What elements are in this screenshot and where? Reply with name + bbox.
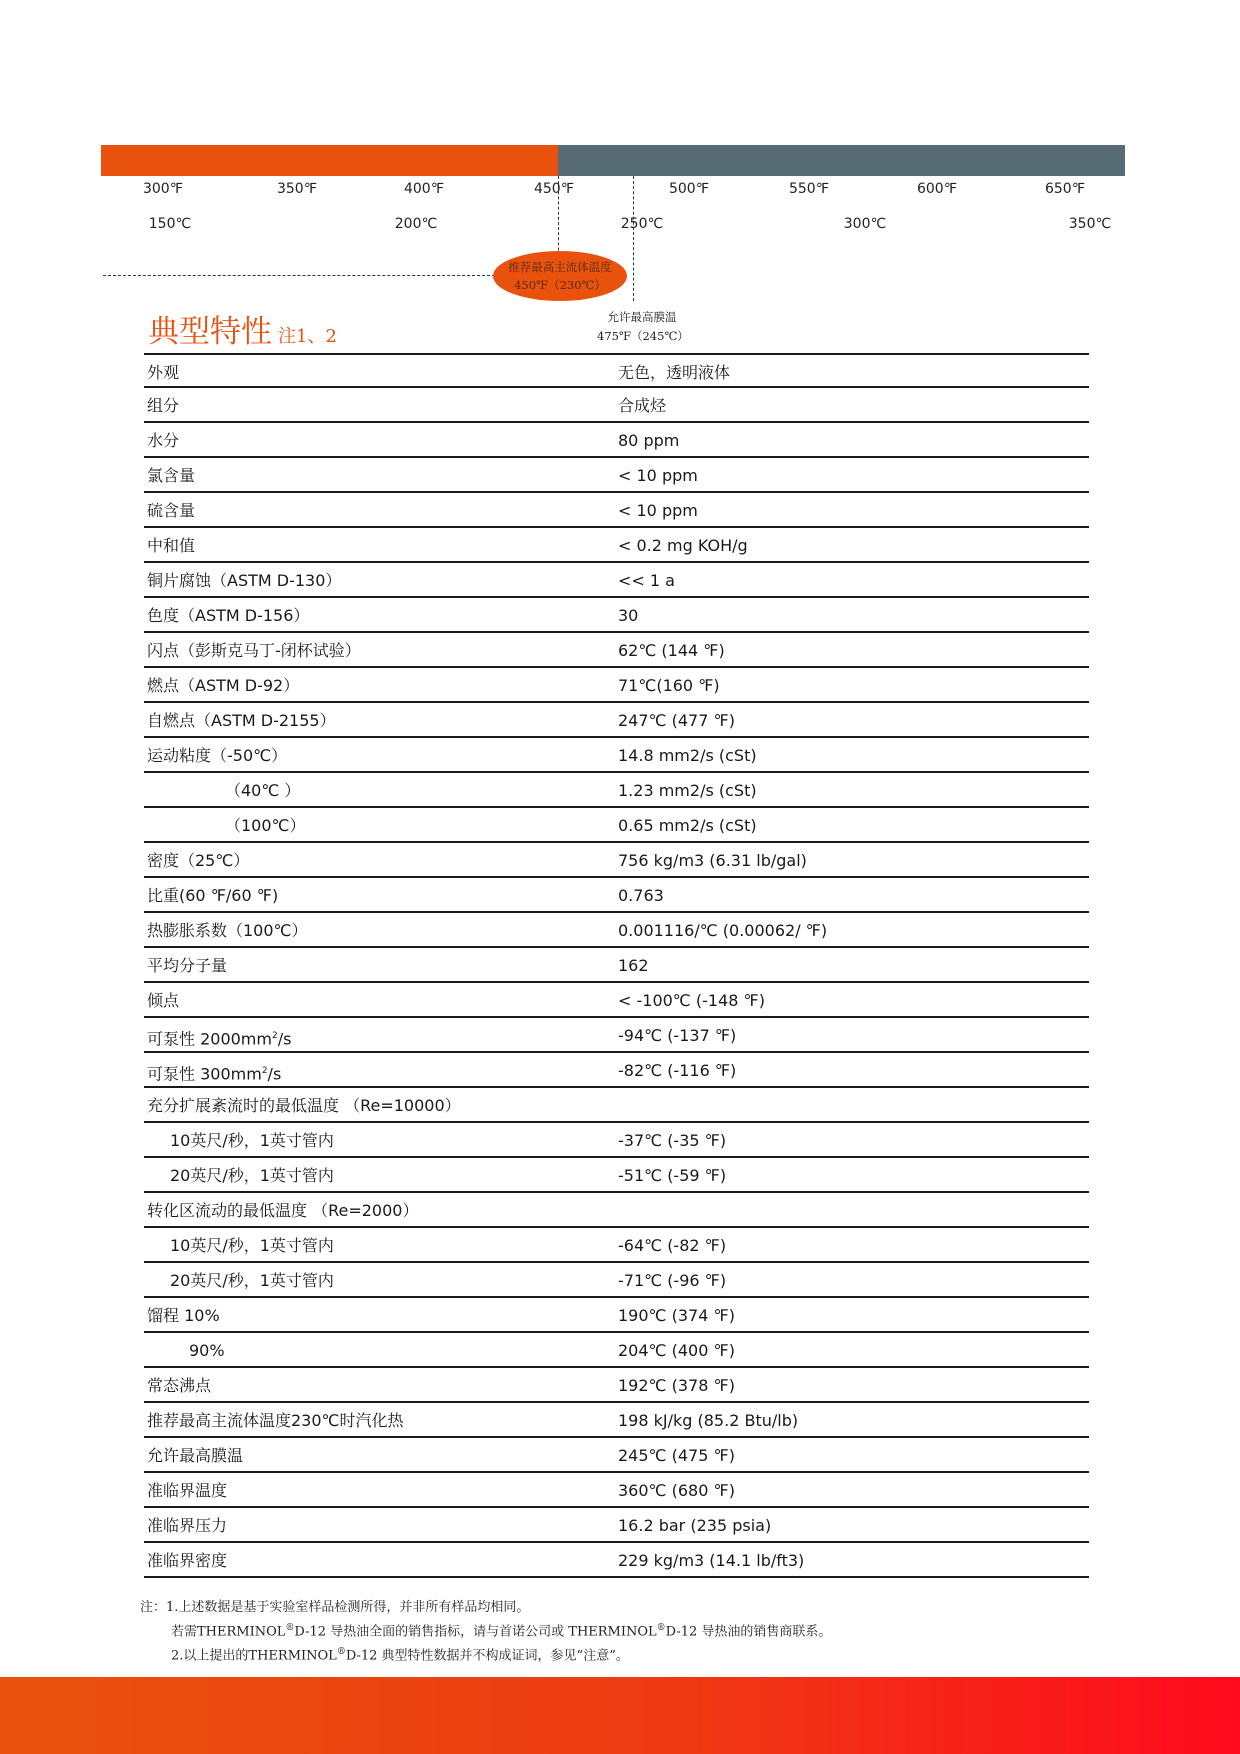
property-value: -82℃ (-116 ℉): [618, 1061, 737, 1080]
above-range-bar: [558, 145, 1125, 176]
table-row: [144, 598, 1089, 633]
property-value: 245℃ (475 ℉): [618, 1446, 735, 1465]
table-row: [144, 668, 1089, 703]
property-value: 247℃ (477 ℉): [618, 711, 735, 730]
table-row: [144, 878, 1089, 913]
property-value: 无色，透明液体: [618, 363, 731, 382]
celsius-tick: 200℃: [394, 216, 438, 232]
recommended-max-label: 推荐最高主流体温度: [508, 260, 612, 274]
property-label: 允许最高膜温: [147, 1446, 244, 1465]
table-row: [144, 388, 1089, 423]
property-label: 色度（ASTM D-156）: [147, 606, 310, 625]
recommended-max-badge: [493, 251, 627, 301]
section-title: [148, 306, 337, 351]
table-row: [144, 773, 1089, 808]
property-label: 硫含量: [147, 501, 196, 520]
property-label: 馏程 10%: [147, 1306, 220, 1325]
recommended-range-bar: [101, 145, 558, 176]
table-row: [144, 1158, 1089, 1193]
property-label: 运动粘度（-50℃）: [147, 746, 288, 765]
table-row: [144, 808, 1089, 843]
recommended-max-value: 450℉（230℃）: [514, 278, 606, 292]
property-value: 0.763: [618, 886, 664, 905]
table-row: [144, 1543, 1089, 1578]
table-row: [144, 1263, 1089, 1298]
table-row: [144, 843, 1089, 878]
property-label: 组分: [147, 396, 180, 415]
fahrenheit-tick: 600℉: [916, 181, 958, 197]
property-value: 1.23 mm2/s (cSt): [618, 781, 757, 800]
property-value: 162: [618, 956, 649, 975]
property-label: 铜片腐蚀（ASTM D-130）: [147, 571, 342, 590]
fahrenheit-tick: 450℉: [533, 181, 575, 197]
table-row: [144, 1018, 1089, 1053]
property-label: 氯含量: [147, 466, 196, 485]
property-value: 756 kg/m3 (6.31 lb/gal): [618, 851, 807, 870]
property-value: 14.8 mm2/s (cSt): [618, 746, 757, 765]
property-label: 水分: [147, 431, 180, 450]
fahrenheit-tick: 650℉: [1044, 181, 1086, 197]
film-temp-guide: [633, 176, 634, 301]
table-row: [144, 1403, 1089, 1438]
property-value: 0.65 mm2/s (cSt): [618, 816, 757, 835]
property-label: 充分扩展紊流时的最低温度 （Re=10000）: [147, 1096, 461, 1115]
property-value: 198 kJ/kg (85.2 Btu/lb): [618, 1411, 799, 1430]
celsius-tick: 350℃: [1068, 216, 1112, 232]
property-label: 外观: [147, 363, 180, 382]
footnote-2: 2.以上提出的THERMINOL®D-12 典型特性数据并不构成证词，参见“注意”。: [171, 1647, 629, 1664]
table-row: [144, 423, 1089, 458]
footnotes: [140, 1597, 831, 1667]
horizontal-guide: [103, 275, 495, 276]
table-row: [144, 1053, 1089, 1088]
property-label: 准临界压力: [147, 1516, 228, 1535]
property-value: << 1 a: [618, 571, 675, 590]
table-row: [144, 1123, 1089, 1158]
property-label: 燃点（ASTM D-92）: [147, 676, 300, 695]
table-row: [144, 1508, 1089, 1543]
table-row: [144, 983, 1089, 1018]
property-label: 比重(60 ℉/60 ℉): [147, 886, 279, 905]
property-label: 闪点（彭斯克马丁-闭杯试验）: [147, 641, 361, 660]
footnote-1-continued: 若需THERMINOL®D-12 导热油全面的销售指标，请与首诺公司或 THERMINOL®D-12 导热油的销售商联系。: [171, 1623, 832, 1640]
property-label: （40℃ ）: [225, 781, 301, 800]
celsius-tick: 300℃: [843, 216, 887, 232]
table-row: [144, 1368, 1089, 1403]
film-temp-annotation: [597, 308, 687, 346]
property-label: 10英尺/秒，1英寸管内: [170, 1236, 334, 1255]
property-value: -51℃ (-59 ℉): [618, 1166, 727, 1185]
footnote-1: 注：1.上述数据是基于实验室样品检测所得，并非所有样品均相同。: [140, 1600, 530, 1615]
property-label: 可泵性 $2000mm^2/s$: [147, 1029, 292, 1049]
table-row: [144, 528, 1089, 563]
property-value: 229 kg/m3 (14.1 lb/ft3): [618, 1551, 805, 1570]
property-label: 常态沸点: [147, 1376, 212, 1395]
property-label: 密度（25℃）: [147, 851, 250, 870]
table-row: [144, 1193, 1089, 1228]
property-label: 准临界密度: [147, 1551, 228, 1570]
property-value: < 10 ppm: [618, 466, 698, 485]
property-label: 推荐最高主流体温度230℃时汽化热: [147, 1411, 404, 1430]
property-value: < 0.2 mg KOH/g: [618, 536, 748, 555]
table-row: [144, 1473, 1089, 1508]
property-value: 204℃ (400 ℉): [618, 1341, 735, 1360]
table-row: [144, 703, 1089, 738]
property-value: 62℃ (144 ℉): [618, 641, 725, 660]
footer-band: [0, 1677, 1240, 1754]
celsius-tick: 250℃: [620, 216, 664, 232]
property-label: 20英尺/秒，1英寸管内: [170, 1271, 334, 1290]
property-value: -64℃ (-82 ℉): [618, 1236, 727, 1255]
section-note-ref: 注1、2: [278, 326, 337, 347]
table-row: [144, 948, 1089, 983]
property-label: （100℃）: [225, 816, 306, 835]
table-row: [144, 633, 1089, 668]
table-row: [144, 1088, 1089, 1123]
table-row: [144, 563, 1089, 598]
table-row: [144, 458, 1089, 493]
property-label: 20英尺/秒，1英寸管内: [170, 1166, 334, 1185]
property-label: 中和值: [147, 536, 196, 555]
property-value: -37℃ (-35 ℉): [618, 1131, 727, 1150]
property-value: 190℃ (374 ℉): [618, 1306, 735, 1325]
property-value: 30: [618, 606, 639, 625]
fahrenheit-tick: 500℉: [668, 181, 710, 197]
property-value: 192℃ (378 ℉): [618, 1376, 735, 1395]
table-row: [144, 1298, 1089, 1333]
table-row: [144, 493, 1089, 528]
table-row: [144, 738, 1089, 773]
table-row: [144, 1438, 1089, 1473]
property-value: < 10 ppm: [618, 501, 698, 520]
property-label: 倾点: [147, 991, 180, 1010]
property-label: 可泵性 $300mm^2/s$: [147, 1064, 282, 1084]
property-label: 10英尺/秒，1英寸管内: [170, 1131, 334, 1150]
property-value: 0.001116/℃ (0.00062/ ℉): [618, 921, 828, 940]
property-value: -71℃ (-96 ℉): [618, 1271, 727, 1290]
property-value: 71℃(160 ℉): [618, 676, 720, 695]
property-label: 自燃点（ASTM D-2155）: [147, 711, 336, 730]
property-value: -94℃ (-137 ℉): [618, 1026, 737, 1045]
property-value: < -100℃ (-148 ℉): [618, 991, 765, 1010]
property-label: 热膨胀系数（100℃）: [147, 921, 308, 940]
fahrenheit-tick: 550℉: [788, 181, 830, 197]
table-row: [144, 1333, 1089, 1368]
table-row: [144, 913, 1089, 948]
property-value: 合成烃: [618, 396, 667, 415]
fahrenheit-tick: 300℉: [142, 181, 184, 197]
property-label: 平均分子量: [147, 956, 228, 975]
table-row: [144, 353, 1089, 388]
property-label: 转化区流动的最低温度 （Re=2000）: [147, 1201, 419, 1220]
property-value: 80 ppm: [618, 431, 680, 450]
film-temp-label: 允许最高膜温: [607, 310, 677, 324]
property-label: 90%: [189, 1341, 225, 1360]
properties-table: [144, 353, 1089, 1578]
property-value: 16.2 bar (235 psia): [618, 1516, 772, 1535]
property-label: 准临界温度: [147, 1481, 228, 1500]
fahrenheit-tick: 350℉: [276, 181, 318, 197]
property-value: 360℃ (680 ℉): [618, 1481, 735, 1500]
film-temp-value: 475℉（245℃）: [597, 329, 689, 343]
celsius-tick: 150℃: [148, 216, 192, 232]
fahrenheit-tick: 400℉: [403, 181, 445, 197]
section-title-text: 典型特性: [148, 314, 272, 350]
table-row: [144, 1228, 1089, 1263]
